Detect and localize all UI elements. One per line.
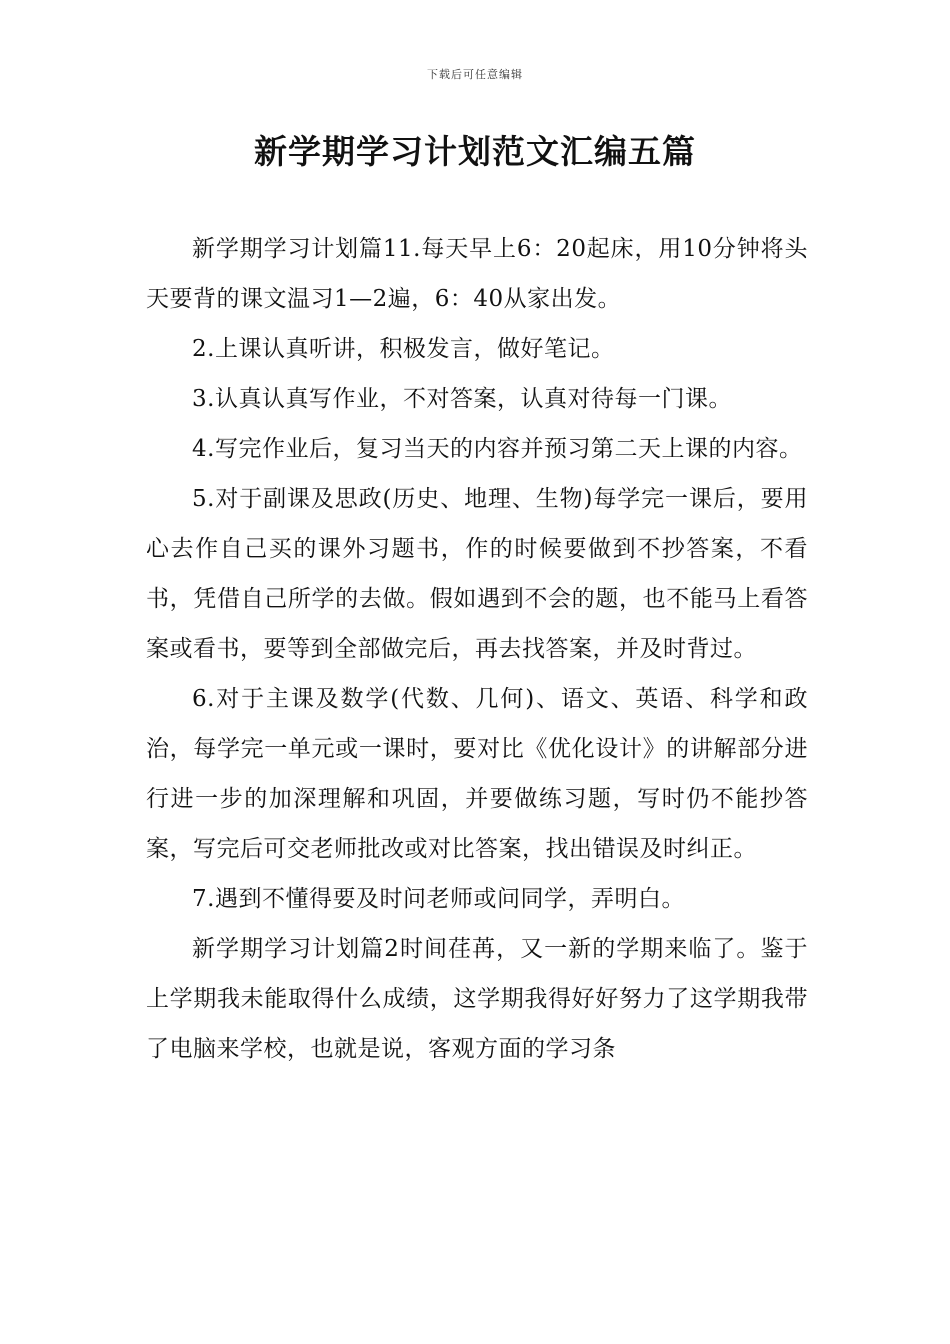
paragraph-3: 3.认真认真写作业，不对答案，认真对待每一门课。: [192, 386, 732, 412]
paragraph-2: 2.上课认真听讲，积极发言，做好笔记。: [192, 336, 615, 362]
document-body: [146, 224, 808, 1074]
document-title: 新学期学习计划范文汇编五篇: [254, 132, 696, 171]
paragraph-8: 新学期学习计划篇2时间荏苒，又一新的学期来临了。鉴于上学期我未能取得什么成绩，这学期我得好好努力了这学期我带了电脑来学校，也就是说，客观方面的学习条: [146, 936, 808, 1062]
download-note: 下载后可任意编辑: [427, 68, 523, 81]
paragraph-6: 6.对于主课及数学(代数、几何)、语文、英语、科学和政治，每学完一单元或一课时，要对比《优化设计》的讲解部分进行进一步的加深理解和巩固，并要做练习题，写时仍不能抄答案，写完后可交老师批改或对比答案，找出错误及时纠正。: [146, 686, 808, 862]
paragraph-4: 4.写完作业后，复习当天的内容并预习第二天上课的内容。: [192, 436, 803, 462]
paragraph-5: 5.对于副课及思政(历史、地理、生物)每学完一课后，要用心去作自己买的课外习题书，作的时候要做到不抄答案，不看书，凭借自己所学的去做。假如遇到不会的题，也不能马上看答案或看书，要等到全部做完后，再去找答案，并及时背过。: [146, 486, 808, 662]
paragraph-7: 7.遇到不懂得要及时问老师或问同学，弄明白。: [192, 886, 685, 912]
paragraph-1: 新学期学习计划篇11.每天早上6：20起床，用10分钟将头天要背的课文温习1—2遍，6：40从家出发。: [146, 236, 808, 312]
